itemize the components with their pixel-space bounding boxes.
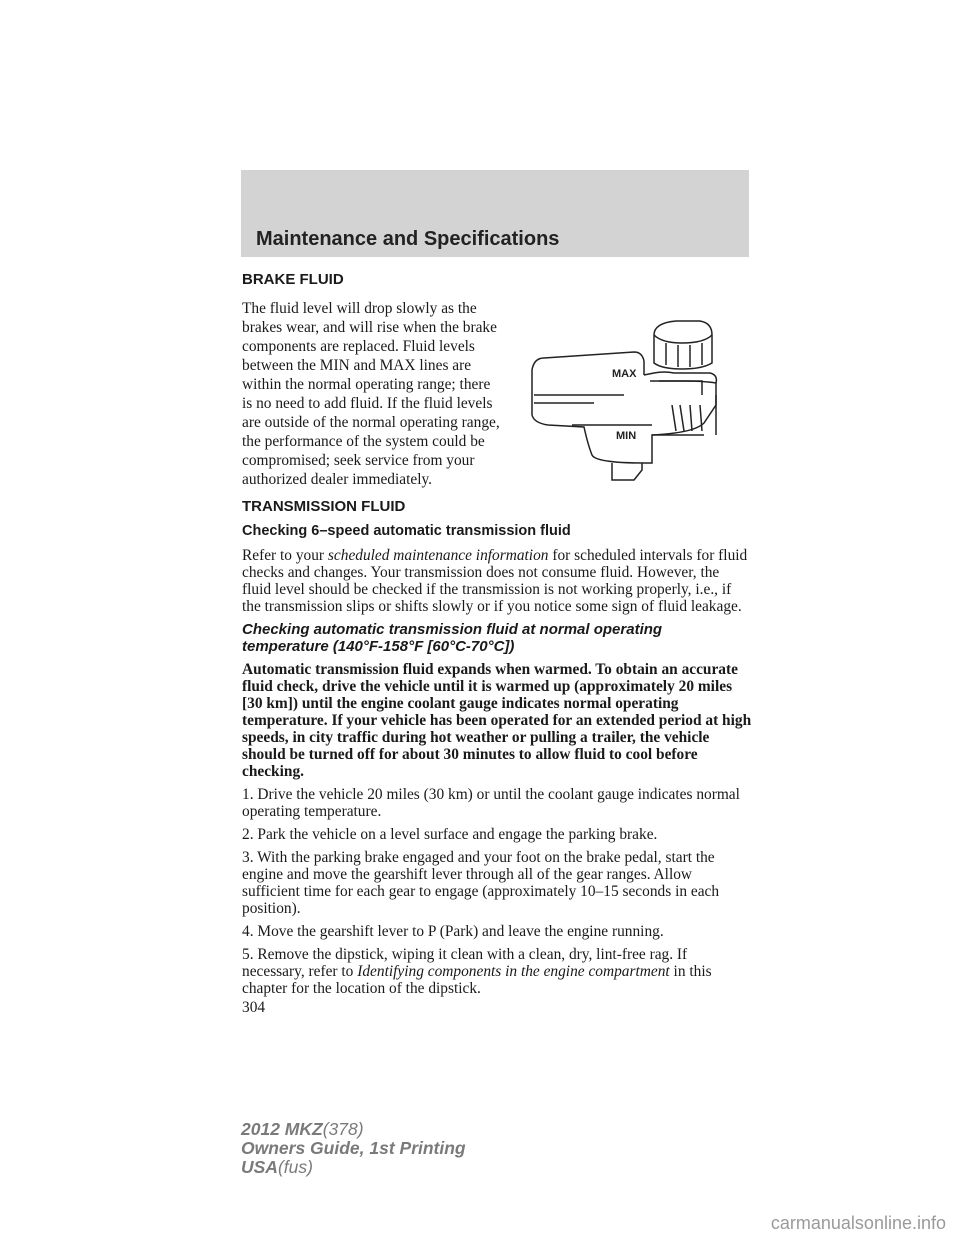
footer-region: USA <box>241 1157 278 1177</box>
footer-model-code: (378) <box>322 1119 364 1139</box>
section-title: Maintenance and Specifications <box>256 228 560 250</box>
section-header <box>241 170 749 257</box>
refer-paragraph <box>242 547 752 615</box>
footer-region-code: (fus) <box>277 1157 313 1177</box>
brake-reservoir-figure <box>504 295 752 485</box>
brake-fluid-body: The fluid level will drop slowly as the brakes wear, and will rise when the brake components are replaced. Fluid levels between the MIN and MAX lines are within the normal operating range; there is no need to add fluid. If the fluid levels are outside of the normal operating range, the performance of the system could be compromised; seek service from your authorized dealer immediately. <box>242 300 500 488</box>
brake-fluid-section <box>242 295 752 497</box>
step5-pre-text: 5. Remove the dipstick, wiping it clean with a clean, dry, lint-free rag. If necessary, refer to <box>242 946 688 980</box>
brake-fluid-heading: BRAKE FLUID <box>242 271 344 288</box>
footer-guide: Owners Guide, 1st Printing <box>241 1138 466 1158</box>
page-content <box>242 270 752 1017</box>
step5-post-text: in this chapter for the location of the dipstick. <box>242 963 712 997</box>
maintenance-info-reference: scheduled maintenance information <box>327 547 549 564</box>
footer-model: 2012 MKZ <box>241 1119 323 1139</box>
page-number: 304 <box>242 999 266 1016</box>
refer-post-text: for scheduled intervals for fluid checks and changes. Your transmission does not consume fluid. However, the fluid level should be checked if the transmission is not working properly, i.e., if the transmission slips or shifts slowly or if you notice some sign of fluid leakage. <box>242 547 748 615</box>
transmission-fluid-heading: TRANSMISSION FLUID <box>242 498 406 515</box>
engine-components-reference: Identifying components in the engine compartment <box>357 963 670 980</box>
step-2: 2. Park the vehicle on a level surface and engage the parking brake. <box>242 826 658 843</box>
normal-temp-heading: Checking automatic transmission fluid at normal operating temperature (140°F-158°F [60°C-70°C]) <box>242 621 663 655</box>
step-5 <box>242 946 752 997</box>
max-label: MAX <box>612 368 637 380</box>
step-3: 3. With the parking brake engaged and your foot on the brake pedal, start the engine and move the gearshift lever through all of the gear ranges. Allow sufficient time for each gear to engage (approximately 10–15 seconds in each position). <box>242 849 720 917</box>
brake-reservoir-illustration <box>504 295 752 485</box>
min-label: MIN <box>616 430 637 442</box>
step-1: 1. Drive the vehicle 20 miles (30 km) or until the coolant gauge indicates normal operating temperature. <box>242 786 740 820</box>
watermark: carmanualsonline.info <box>770 1213 946 1233</box>
print-footer <box>241 1120 466 1177</box>
refer-pre-text: Refer to your <box>242 547 325 564</box>
transmission-subheading: Checking 6–speed automatic transmission fluid <box>242 523 571 539</box>
warm-fluid-warning: Automatic transmission fluid expands when warmed. To obtain an accurate fluid check, drive the vehicle until it is warmed up (approximately 20 miles [30 km]) until the engine coolant gauge indicates normal operating temperature. If your vehicle has been operated for an extended period at high speeds, in city traffic during hot weather or pulling a trailer, the vehicle should be turned off for about 30 minutes to allow fluid to cool before checking. <box>242 661 752 780</box>
step-4: 4. Move the gearshift lever to P (Park) and leave the engine running. <box>242 923 664 940</box>
